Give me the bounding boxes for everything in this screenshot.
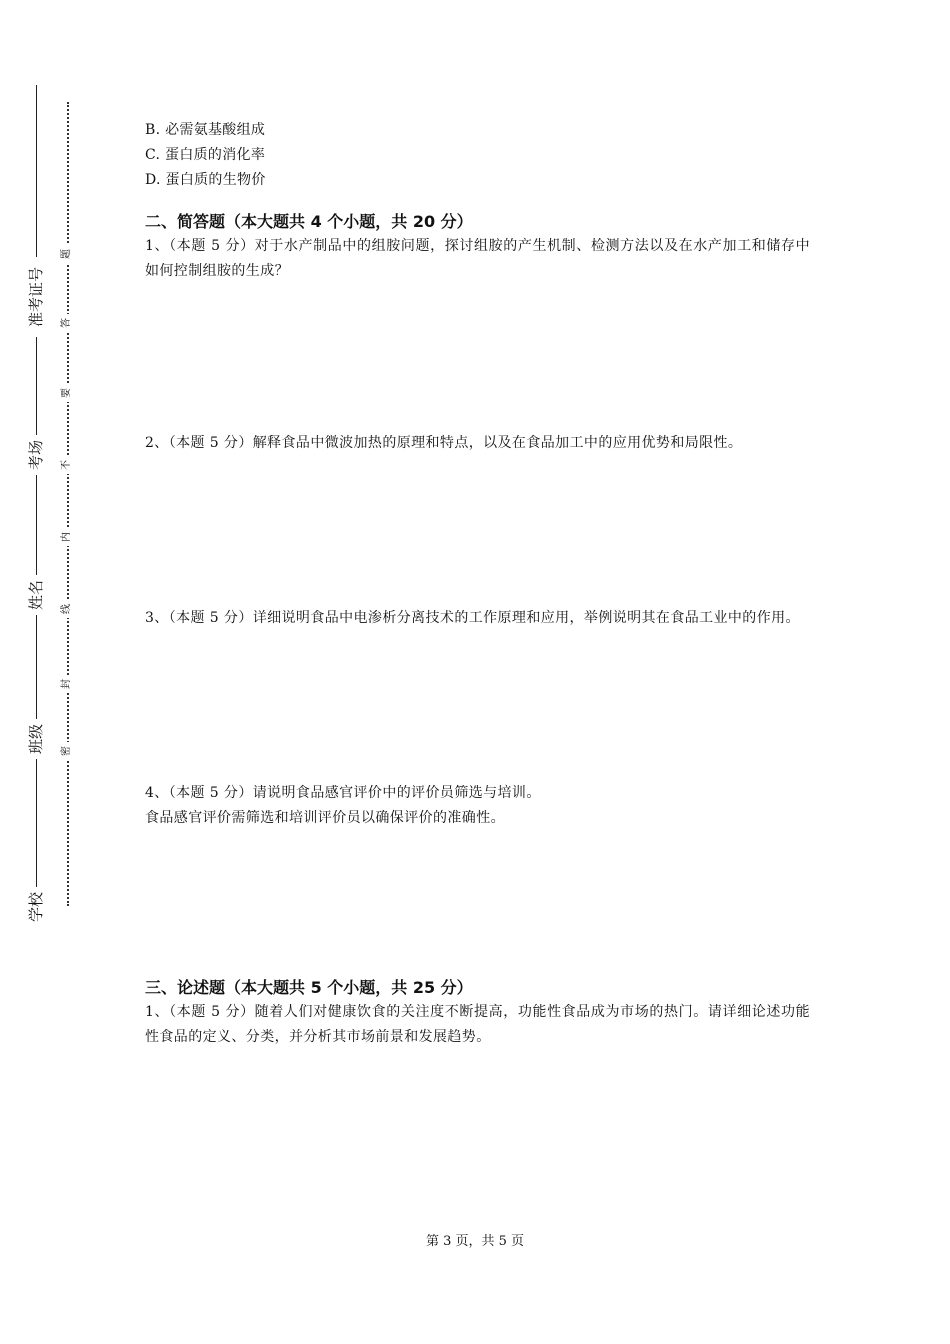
- short-answer-question-3: 3、（本题 5 分）详细说明食品中电渗析分离技术的工作原理和应用，举例说明其在食品工业中的作用。: [145, 610, 800, 626]
- section-3-title: 三、论述题（本大题共 5 个小题，共 25 分）: [145, 978, 473, 997]
- short-answer-question-4: 4、（本题 5 分）请说明食品感官评价中的评价员筛选与培训。: [145, 785, 541, 801]
- page-footer: 第 3 页，共 5 页: [425, 1234, 525, 1249]
- seal-char: 线: [58, 600, 76, 618]
- short-answer-question-2: 2、（本题 5 分）解释食品中微波加热的原理和特点，以及在食品加工中的应用优势和局限性。: [145, 435, 743, 451]
- seal-char: 内: [58, 528, 76, 546]
- class-label: 班级: [22, 719, 50, 759]
- option-c: C. 蛋白质的消化率: [145, 147, 266, 163]
- short-answer-question-4-note: 食品感官评价需筛选和培训评价员以确保评价的准确性。: [145, 810, 505, 826]
- seal-char: 封: [58, 675, 76, 693]
- option-b: B. 必需氨基酸组成: [145, 122, 266, 138]
- option-d: D. 蛋白质的生物价: [145, 172, 266, 188]
- exam-content: [145, 118, 810, 1050]
- name-label: 姓名: [22, 575, 50, 615]
- binding-margin: [0, 0, 100, 1344]
- seal-char: 不: [58, 456, 76, 474]
- seal-char: 要: [58, 384, 76, 402]
- binding-line: [36, 85, 37, 921]
- seal-line: [67, 102, 69, 906]
- seal-char: 答: [58, 314, 76, 332]
- exam-number-label: 准考证号: [22, 257, 50, 337]
- essay-question-1: 1、（本题 5 分）随着人们对健康饮食的关注度不断提高，功能性食品成为市场的热门。请详细论述功能性食品的定义、分类，并分析其市场前景和发展趋势。: [145, 1004, 810, 1045]
- seal-char: 题: [58, 245, 76, 263]
- seal-char: 密: [58, 742, 76, 760]
- short-answer-question-1: 1、（本题 5 分）对于水产制品中的组胺问题，探讨组胺的产生机制、检测方法以及在水产加工和储存中如何控制组胺的生成？: [145, 238, 810, 279]
- section-2-title: 二、简答题（本大题共 4 个小题，共 20 分）: [145, 212, 473, 231]
- school-label: 学校: [22, 887, 50, 927]
- exam-room-label: 考场: [22, 435, 50, 475]
